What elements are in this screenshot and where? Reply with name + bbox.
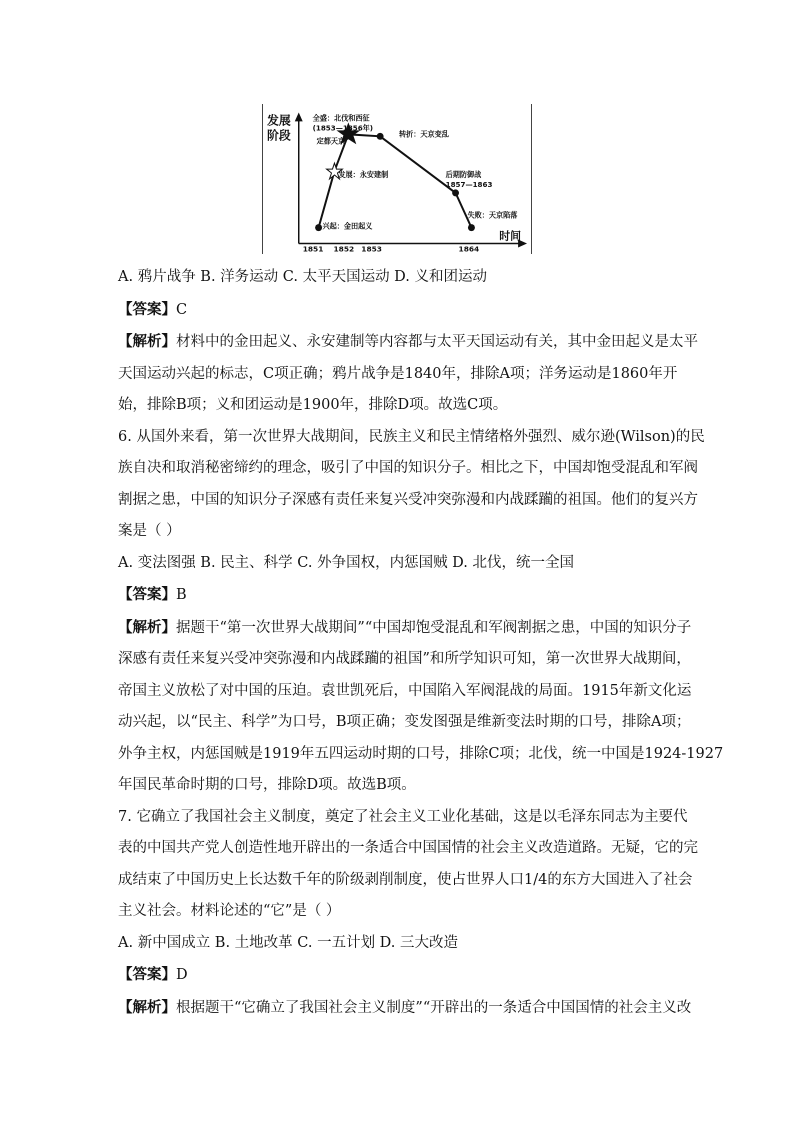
q6-stem-line-4: 案是（ ） bbox=[118, 523, 181, 539]
q6-analysis-label: 【解析】 bbox=[118, 618, 176, 636]
q6-answer-value: B bbox=[176, 587, 187, 603]
annotation-development: 发展：永安建制 bbox=[338, 170, 389, 180]
q6-stem-line-2: 族自决和取消秘密缔约的理念，吸引了中国的知识分子。相比之下，中国却饱受混乱和军阀 bbox=[118, 460, 698, 476]
q5-answer-value: C bbox=[176, 301, 188, 318]
annotation-late-years: 1857—1863 bbox=[445, 179, 493, 189]
q6-answer-label: 【答案】 bbox=[118, 586, 176, 603]
taiping-stage-chart bbox=[262, 104, 532, 254]
q7-answer bbox=[118, 959, 688, 992]
y-axis-arrow bbox=[295, 112, 303, 121]
q6-analysis-line-6: 年国民革命时期的口号，排除D项。故选B项。 bbox=[118, 777, 416, 793]
annotation-rise: 兴起：金田起义 bbox=[322, 221, 373, 231]
annotation-peak: 全盛：北伐和西征 bbox=[312, 113, 370, 123]
tick-1864: 1864 bbox=[458, 244, 480, 254]
annotation-late-defense: 后期防御战 bbox=[445, 170, 482, 180]
q7-analysis bbox=[118, 992, 692, 1025]
y-axis-label-2: 阶段 bbox=[266, 128, 291, 143]
point-turn bbox=[377, 133, 384, 140]
stage-chart-svg bbox=[263, 104, 531, 254]
tick-1853: 1853 bbox=[361, 244, 382, 254]
q5-analysis bbox=[118, 326, 698, 422]
y-axis-label-1: 发展 bbox=[266, 113, 291, 128]
annotation-fail: 失败：天京陷落 bbox=[467, 210, 518, 220]
annotation-capital: 定都天京 bbox=[316, 136, 346, 146]
annotation-turn: 转折：天京变乱 bbox=[398, 129, 449, 139]
annotation-peak-years: (1853—1856年) bbox=[312, 123, 374, 133]
q6-stem-line-3: 割据之患，中国的知识分子深感有责任来复兴受冲突弥漫和内战蹂躏的祖国。他们的复兴方 bbox=[118, 491, 698, 508]
q7-stem-line-3: 成结束了中国历史上长达数千年的阶级剥削制度，使占世界人口1/4的东方大国进入了社会 bbox=[118, 871, 693, 888]
q6-analysis-line-2: 深感有责任来复兴受冲突弥漫和内战蹂躏的祖国”和所学知识可知，第一次世界大战期间， bbox=[118, 651, 691, 667]
q6-analysis-line-4: 动兴起，以“民主、科学”为口号，B项正确；变发图强是维新变法时期的口号，排除A项； bbox=[118, 714, 691, 730]
q5-analysis-line-2: 天国运动兴起的标志，C项正确；鸦片战争是1840年，排除A项；洋务运动是1860年开 bbox=[118, 365, 678, 382]
q6-analysis bbox=[118, 612, 724, 802]
q6-options: A. 变法图强 B. 民主、科学 C. 外争国权，内惩国贼 D. 北伐，统一全国 bbox=[118, 554, 575, 571]
q5-answer bbox=[118, 294, 688, 327]
q5-analysis-line-1 bbox=[118, 326, 698, 359]
q5-answer-label: 【答案】 bbox=[118, 300, 176, 318]
q7-options: A. 新中国成立 B. 土地改革 C. 一五计划 D. 三大改造 bbox=[118, 934, 459, 951]
q6-answer bbox=[118, 579, 688, 612]
q6-analysis-line-1 bbox=[118, 612, 692, 645]
q7-answer-label: 【答案】 bbox=[118, 966, 176, 983]
q7-analysis-text-1: 根据题干“它确立了我国社会主义制度”“开辟出的一条适合中国国情的社会主义改 bbox=[176, 999, 692, 1016]
q5-options: A. 鸦片战争 B. 洋务运动 C. 太平天国运动 D. 义和团运动 bbox=[118, 269, 488, 285]
tick-1852: 1852 bbox=[333, 244, 355, 254]
q7-analysis-line-1 bbox=[118, 992, 692, 1025]
q6-analysis-text-1: 据题干“第一次世界大战期间”“中国却饱受混乱和军阀割据之患，中国的知识分子 bbox=[176, 619, 692, 636]
q5-analysis-label: 【解析】 bbox=[118, 333, 176, 350]
q6-stem-line-1: 6. 从国外来看，第一次世界大战期间，民族主义和民主情绪格外强烈、威尔逊(Wilson)的民 bbox=[118, 428, 705, 445]
q5-analysis-line-3: 始，排除B项；义和团运动是1900年，排除D项。故选C项。 bbox=[118, 397, 508, 413]
q7-stem bbox=[118, 802, 698, 928]
q5-analysis-text-1: 材料中的金田起义、永安建制等内容都与太平天国运动有关，其中金田起义是太平 bbox=[176, 334, 698, 350]
q6-analysis-line-3: 帝国主义放松了对中国的压迫。袁世凯死后，中国陷入军阀混战的局面。1915年新文化运 bbox=[118, 682, 692, 699]
q7-answer-value: D bbox=[176, 967, 188, 983]
document-body bbox=[118, 262, 724, 1024]
x-axis-label: 时间 bbox=[499, 229, 522, 243]
point-rise bbox=[315, 224, 322, 231]
tick-1851: 1851 bbox=[302, 244, 324, 254]
q7-analysis-label: 【解析】 bbox=[118, 998, 176, 1016]
q7-stem-line-1: 7. 它确立了我国社会主义制度，奠定了社会主义工业化基础，这是以毛泽东同志为主要代 bbox=[118, 808, 688, 825]
q6-analysis-line-5: 外争主权，内惩国贼是1919年五四运动时期的口号，排除C项；北伐，统一中国是1924-1927 bbox=[118, 745, 724, 762]
point-fail bbox=[468, 224, 475, 231]
q6-stem bbox=[118, 422, 705, 548]
point-late-defense bbox=[452, 189, 459, 196]
q7-stem-line-2: 表的中国共产党人创造性地开辟出的一条适合中国国情的社会主义改造道路。无疑，它的完 bbox=[118, 840, 698, 856]
q7-stem-line-4: 主义社会。材料论述的“它”是（ ） bbox=[118, 903, 341, 919]
